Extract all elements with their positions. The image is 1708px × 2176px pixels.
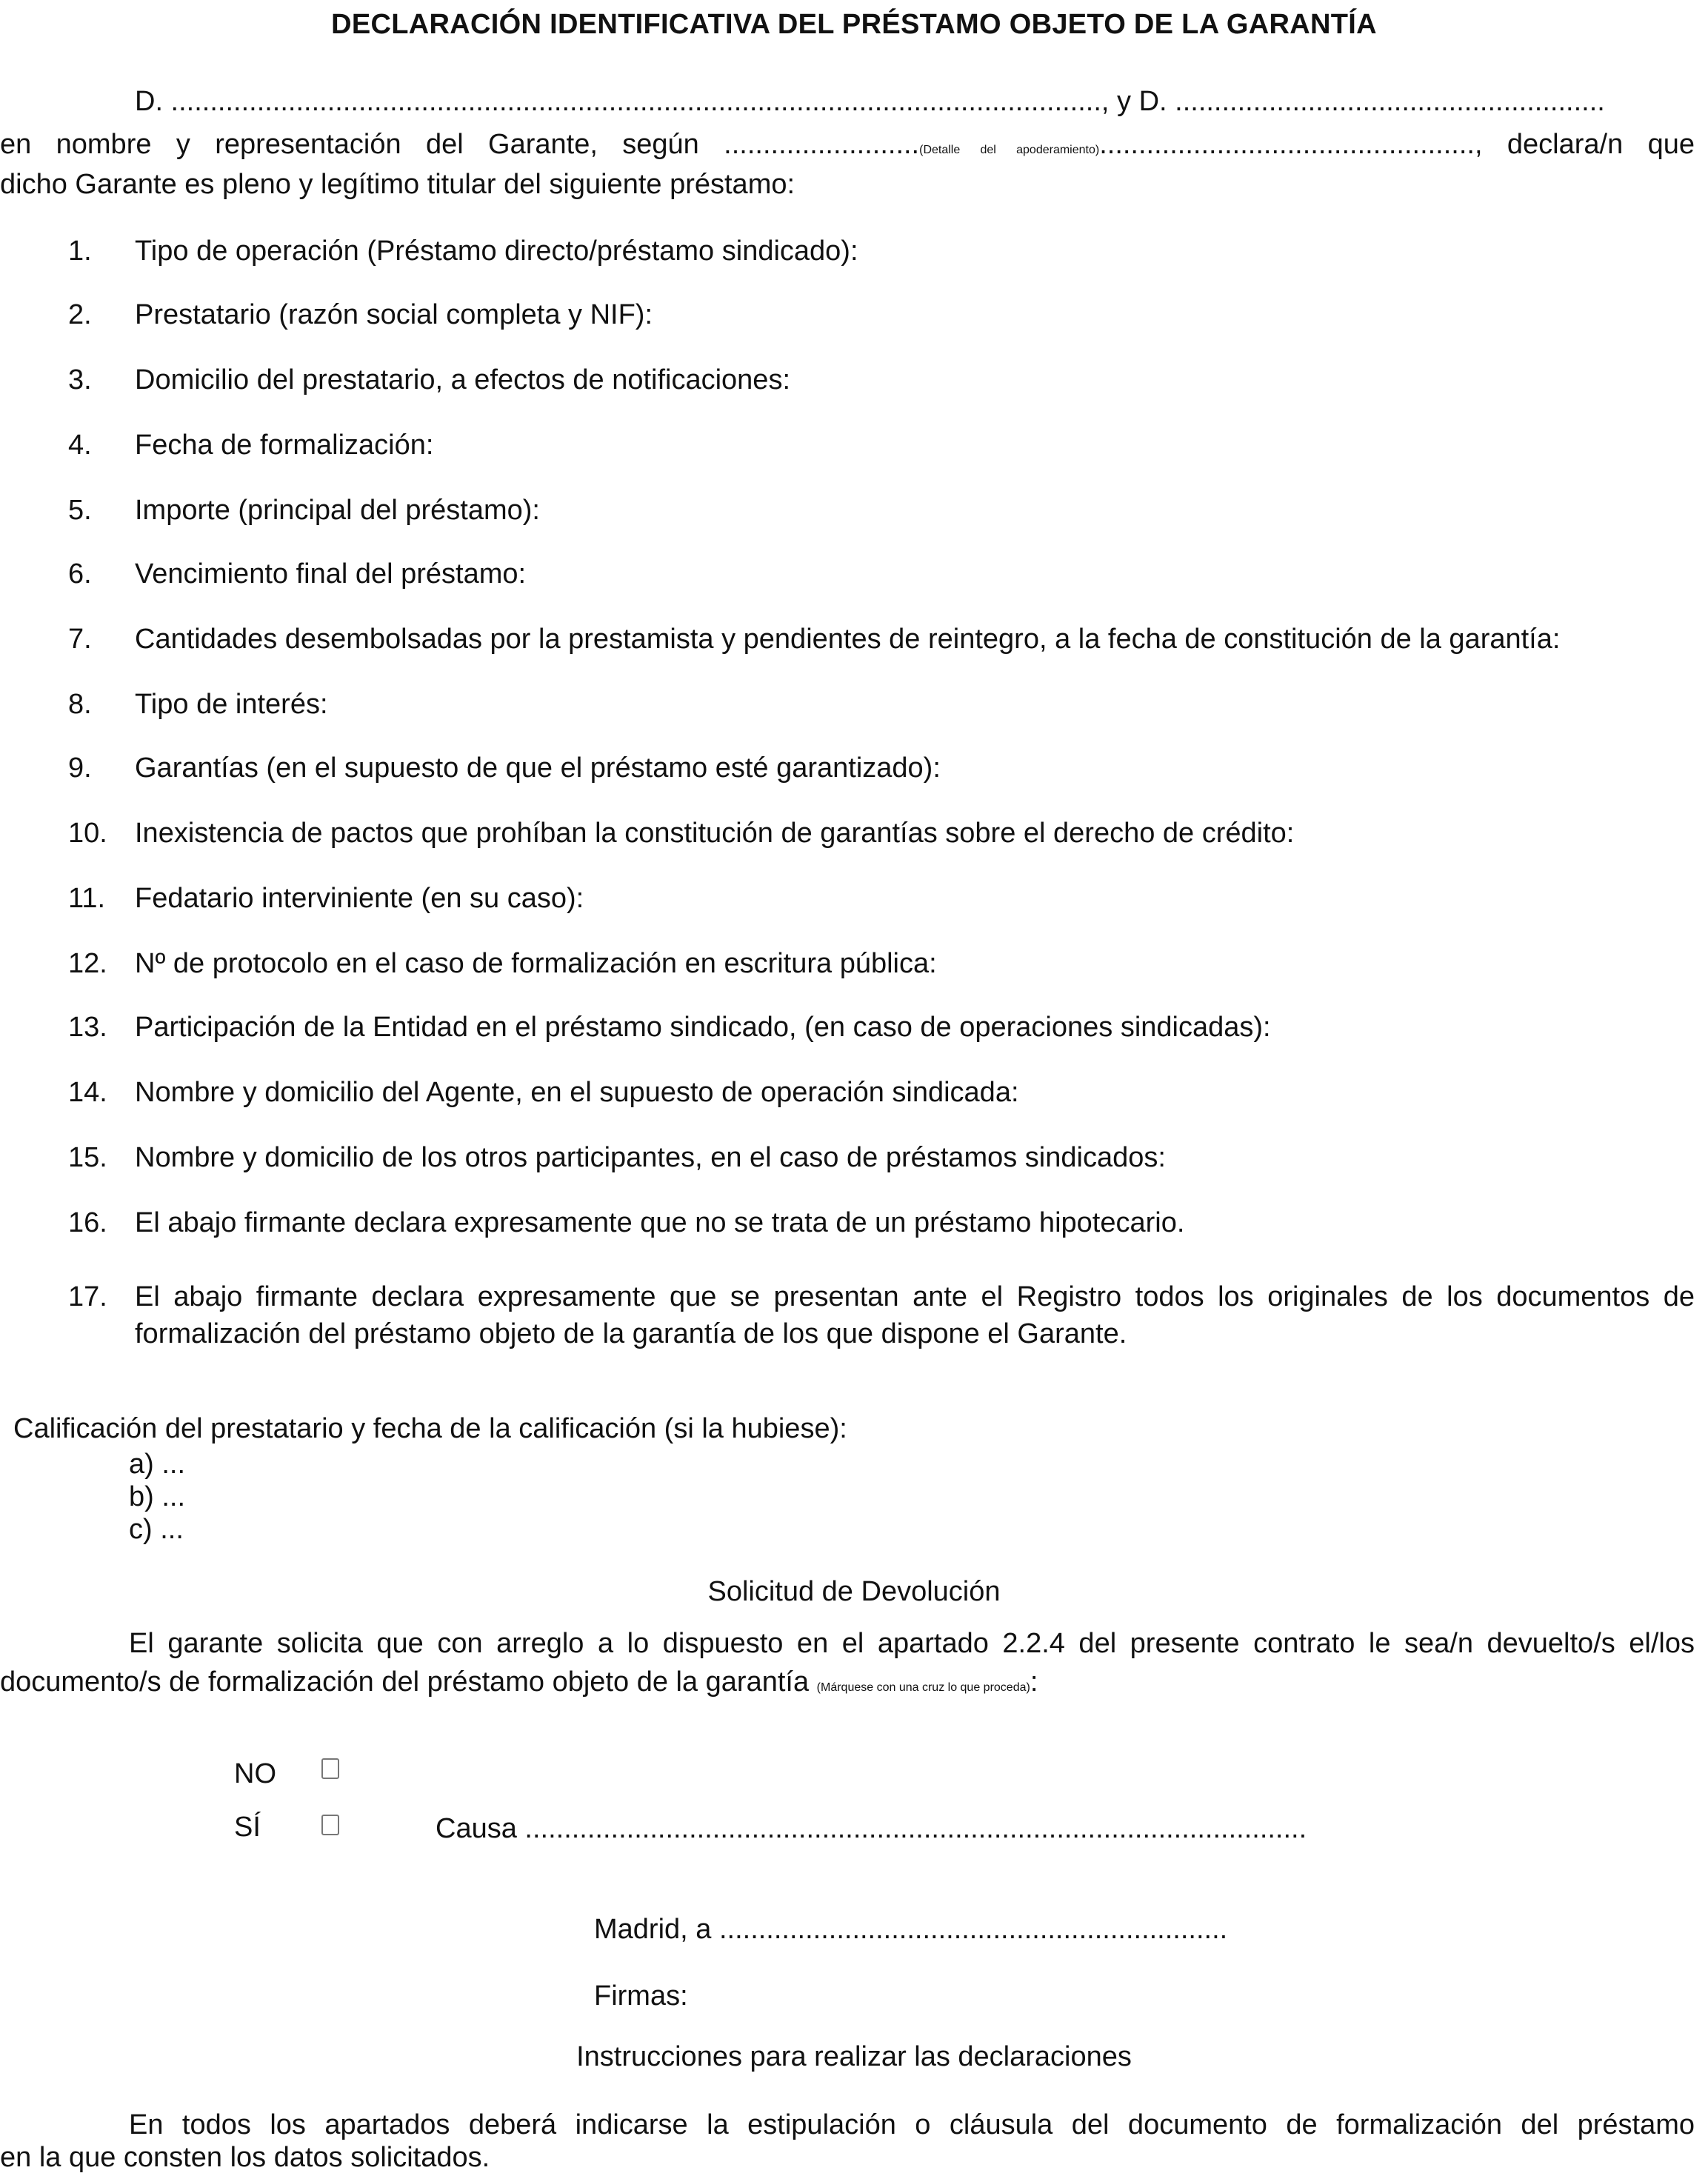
item-number: 3. — [68, 364, 92, 396]
list-item — [0, 361, 1708, 398]
option-no-label: NO — [234, 1758, 276, 1789]
intro-line-1: D. ......................................................................................................................., y D. ....................................................... — [135, 86, 1605, 117]
item-text: Inexistencia de pactos que prohíban la constitución de garantías sobre el derecho de crédito: — [135, 818, 1295, 849]
item-text: Vencimiento final del préstamo: — [135, 558, 527, 590]
solicitud-line-2-note: (Márquese con una cruz lo que proceda) — [816, 1681, 1030, 1694]
intro-line-3: dicho Garante es pleno y legítimo titular del siguiente préstamo: — [0, 169, 795, 200]
calificacion-heading: Calificación del prestatario y fecha de la calificación (si la hubiese): — [13, 1413, 847, 1444]
item-text: Fedatario interviniente (en su caso): — [135, 883, 584, 914]
item-text-continued: formalización del préstamo objeto de la garantía de los que dispone el Garante. — [135, 1318, 1127, 1349]
item-text: Cantidades desembolsadas por la prestamista y pendientes de reintegro, a la fecha de constitución de la garantía: — [135, 624, 1561, 655]
item-text: Tipo de operación (Préstamo directo/préstamo sindicado): — [135, 236, 858, 267]
intro-line-2-end: ................................................, declara/n que — [1099, 129, 1695, 160]
solicitud-line-2-text: documento/s de formalización del préstamo objeto de la garantía — [0, 1666, 810, 1698]
option-no-checkbox[interactable] — [321, 1758, 339, 1779]
item-text: Garantías (en el supuesto de que el préstamo esté garantizado): — [135, 752, 941, 784]
instrucciones-line-2: en la que consten los datos solicitados. — [0, 2142, 490, 2173]
item-text: Fecha de formalización: — [135, 430, 434, 461]
firmas-label: Firmas: — [594, 1980, 688, 2012]
item-number: 14. — [68, 1077, 107, 1108]
item-number: 9. — [68, 752, 92, 784]
item-number: 17. — [68, 1281, 107, 1312]
solicitud-line-2-end: : — [1030, 1666, 1038, 1698]
item-number: 4. — [68, 430, 92, 461]
calificacion-option-b: b) ... — [129, 1481, 186, 1512]
intro-line-2-note: (Detalle del apoderamiento) — [919, 144, 1100, 156]
list-item — [0, 555, 1708, 593]
list-item — [0, 1074, 1708, 1111]
item-number: 12. — [68, 948, 107, 979]
item-text: El abajo firmante declara expresamente que no se trata de un préstamo hipotecario. — [135, 1207, 1185, 1238]
calificacion-option-a: a) ... — [129, 1449, 186, 1480]
causa-field: Causa .................................................................................................... — [436, 1813, 1307, 1844]
solicitud-line-1-text: El garante solicita que con arreglo a lo dispuesto en el apartado 2.2.4 del presente contrato le sea/n devuelto/s el/los — [129, 1628, 1695, 1659]
instrucciones-line-1-text: En todos los apartados deberá indicarse la estipulación o cláusula del documento de formalización del préstamo — [129, 2109, 1695, 2140]
item-number: 16. — [68, 1207, 107, 1238]
intro-line-2 — [0, 126, 1695, 169]
item-number: 7. — [68, 624, 92, 655]
option-si-checkbox[interactable] — [321, 1815, 339, 1835]
item-number: 10. — [68, 818, 107, 849]
list-item — [0, 621, 1708, 658]
list-item — [0, 1278, 1708, 1360]
item-text: Tipo de interés: — [135, 689, 328, 720]
item-text: Nº de protocolo en el caso de formalización en escritura pública: — [135, 948, 937, 979]
item-text: Nombre y domicilio del Agente, en el supuesto de operación sindicada: — [135, 1077, 1019, 1108]
list-item — [0, 1009, 1708, 1046]
instrucciones-heading: Instrucciones para realizar las declaraciones — [576, 2041, 1132, 2072]
item-text: Importe (principal del préstamo): — [135, 495, 540, 526]
list-item — [0, 1139, 1708, 1176]
list-item — [0, 686, 1708, 723]
intro-line-2-text: en nombre y representación del Garante, según ......................... — [0, 129, 920, 160]
solicitud-line-1 — [129, 1625, 1695, 1662]
solicitud-line-2 — [0, 1663, 1038, 1706]
list-item — [0, 427, 1708, 464]
item-text: Nombre y domicilio de los otros participantes, en el caso de préstamos sindicados: — [135, 1142, 1166, 1173]
item-number: 5. — [68, 495, 92, 526]
instrucciones-line-1 — [129, 2106, 1695, 2143]
item-number: 1. — [68, 236, 92, 267]
item-text: El abajo firmante declara expresamente que se presentan ante el Registro todos los originales de los documentos de — [135, 1281, 1695, 1312]
solicitud-heading: Solicitud de Devolución — [707, 1576, 1001, 1607]
list-item — [0, 880, 1708, 917]
list-item — [0, 945, 1708, 982]
item-text: Participación de la Entidad en el préstamo sindicado, (en caso de operaciones sindicadas): — [135, 1012, 1271, 1043]
document-title: DECLARACIÓN IDENTIFICATIVA DEL PRÉSTAMO OBJETO DE LA GARANTÍA — [331, 9, 1377, 40]
item-text: Prestatario (razón social completa y NIF): — [135, 299, 653, 330]
item-number: 11. — [68, 883, 106, 914]
item-number: 2. — [68, 299, 92, 330]
item-number: 15. — [68, 1142, 107, 1173]
option-si-label: SÍ — [234, 1812, 261, 1843]
item-number: 13. — [68, 1012, 107, 1043]
calificacion-option-c: c) ... — [129, 1514, 184, 1545]
item-text: Domicilio del prestatario, a efectos de notificaciones: — [135, 364, 791, 396]
list-item — [0, 750, 1708, 787]
list-item — [0, 296, 1708, 333]
list-item — [0, 815, 1708, 852]
madrid-date-field: Madrid, a ................................................................. — [594, 1914, 1228, 1945]
item-number: 6. — [68, 558, 92, 590]
list-item — [0, 492, 1708, 529]
list-item — [0, 233, 1708, 270]
list-item — [0, 1204, 1708, 1241]
item-number: 8. — [68, 689, 92, 720]
